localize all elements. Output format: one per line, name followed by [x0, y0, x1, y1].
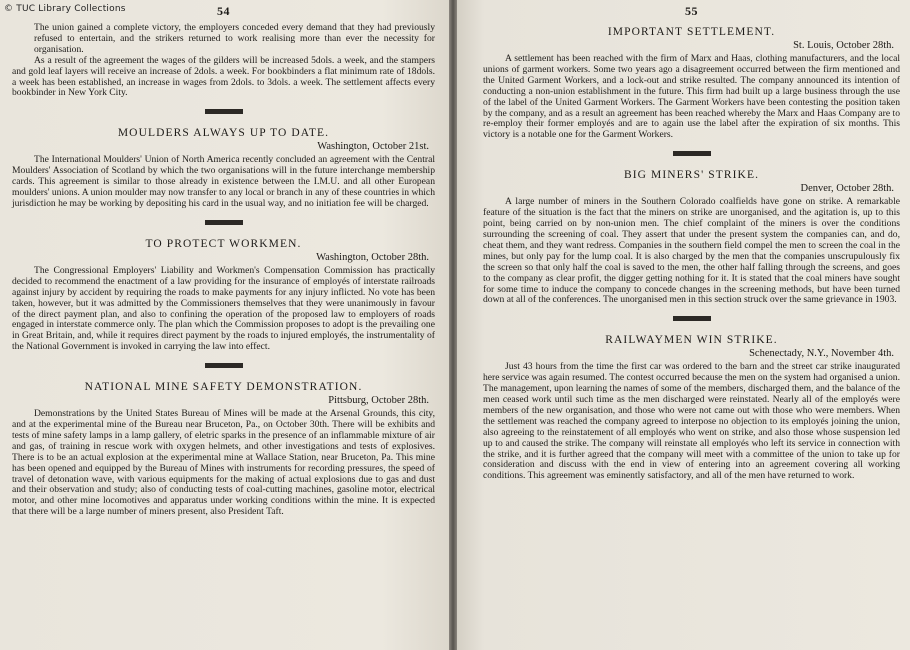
paragraph: Demonstrations by the United States Bureau of Mines will be made at the Arsenal Grounds, this city, and at the experimental mine of the Bureau near Bruceton, Pa., on October 30th. There will be exhibits and tests of mine safety lamps in a lamp gallery, of eletric sparks in the presence of an inflammable mixture of air and gas, of training in rescue work with oxygen helmets, and other investigations and tests of explosives. There is to be an actual explosion at the experimental mine at Wallace Station, near Bruceton, Pa. This mine has been opened and equipped by the Bureau of Mines with instruments for recording pressures, the speed of travel of detonation wave, with various equipments for the making of actual explosions due to gas and dust and their observation and study; also of conducting tests of coal-cutting machines, gasoline motor, electrical motor, and other mine locomotives and apparatus under working conditions within the mine. It is expected that there will be a large number of miners present, also President Taft.: [12, 408, 435, 518]
right-page: [457, 0, 910, 650]
paragraph: A large number of miners in the Southern Colorado coalfields have gone on strike. A remarkable feature of the situation is the fact that the miners on strike are unorganised, and the agitation is, up to this point, being carried on by non-union men. The chief complaint of the miners is over the conditions surrounding the screening of coal. They assert that under the present system the companies can, and do, cheat them, and they want redress. Companies in the southern field compel the men to screen the coal in the mines, but only pay for the lump coal. It is also charged by the men that the companies unscrupulously fix the screen so that only half the coal is saved to the men, the other half falling through the screens, and goes to the company as clear profit, the digger getting nothing for it. It is stated that the coal miners have sought for some time to induce the company to concede changes in the screening methods, but have been turned down at all of the conferences. The unorganised men in this section struck over the same grievance in 1903.: [483, 196, 900, 306]
paragraph: The Congressional Employers' Liability and Workmen's Compensation Commission has practically decided to recommend the enactment of a law providing for the insurance of employés of interstate railroads against injury by accident by requiring the roads to make payments for any injury inflicted. No vote has been taken, however, but it was admitted by the Commissioners themselves that they were unanimously in favour of the direct payment plan, and also to confining the operation of the proposed law to employers of roads engaged in interstate commerce only. The plan which the Commission proposes to adopt is the prevailing one in Great Britain, and, while it requires direct payment by the roads to injured employés, the instrumentality of the National Government is invoked in carrying the law into effect.: [12, 264, 435, 353]
article-dateline: Denver, October 28th.: [800, 183, 894, 195]
paragraph: The International Moulders' Union of North America recently concluded an agreement with the Central Moulders' Association of Scotland by which the two organisations will in the future interchange membership cards. This agreement is similar to those already in existence between the I.M.U. and all other European moulders' unions. A union moulder may now transfer to any local or branch in any of these countries in which jurisdiction he may be working by depositing his card in the usual way, and no initiation fee will be charged.: [12, 154, 435, 209]
article-title: TO PROTECT WORKMEN.: [145, 237, 302, 250]
paragraph: Just 43 hours from the time the first car was ordered to the barn and the street car strike inaugurated here service was again resumed. The contest occurred because the men on the system had organised a union. The management, upon learning the names of some of the members, discharged them, and the balance of the men ceased work until such time as the men discharged were reinstated. Nearly all of the employés were members of the new organisation, and those who were not came out with those who were members. When the settlement was reached the company agreed to interpose no objection to its employés joining the union, also agreeing to the reinstatement of all employés who went on strike, and also those whose suspension led up to and caused the strike. The company will reinstate all employés who left its service in connection with the strike, and it is further agreed that the company will meet with a committee of the union to take up for consideration and discuss with the end in view of entering into an agreement covering all working conditions. This agreement was eminently satisfactory, and all of the men have returned to work.: [483, 361, 901, 482]
watermark: © TUC Library Collections: [4, 4, 126, 14]
paragraph: A settlement has been reached with the firm of Marx and Haas, clothing manufacturers, and the local unions of garment workers. Some two years ago a disagreement occurred between the firm mentioned and the United Garment Workers, and a lock-out and strike resulted. The company announced its intention of conducting a non-union establishment in the future. This firm had built up a large business through the use of the label of the United Garment Workers. The Garment Workers have been contesting the position taken by the company, and as a result an agreement has been reached whereby the Marx and Haas Company are to re-employ their former employés and are to again use the label after the expiration of six months. This victory is a notable one for the Garment Workers.: [483, 53, 900, 141]
article-railwaymen-win-strike: [483, 333, 900, 482]
article-moulders: [12, 126, 435, 210]
paragraph: As a result of the agreement the wages of the gilders will be increased 5dols. a week, and the stampers and gold leaf layers will receive an increase of 2dols. a week. For bookbinders a flat minimum rate of 18dols. a week has been established, an increase in wages from 2dols. to 3dols. a week. The settlement affects every bookbinder in New York City.: [12, 54, 435, 99]
article-big-miners-strike: [483, 168, 900, 306]
intro-text: [12, 23, 435, 99]
article-mine-safety: [12, 380, 435, 518]
section-divider: [205, 220, 243, 225]
article-dateline: St. Louis, October 28th.: [793, 40, 894, 51]
article-important-settlement: [483, 25, 900, 141]
article-title: IMPORTANT SETTLEMENT.: [607, 26, 776, 38]
left-page: [0, 0, 449, 650]
paragraph: The union gained a complete victory, the employers conceded every demand that they had previously refused to entertain, and the strikers returned to work realising more than ever the necessity for organisation.: [34, 22, 435, 55]
book-gutter: [449, 0, 457, 650]
section-divider: [673, 316, 711, 321]
article-dateline: Washington, October 21st.: [317, 141, 429, 153]
section-divider: [673, 151, 711, 156]
article-title: NATIONAL MINE SAFETY DEMONSTRATION.: [84, 381, 363, 394]
section-divider: [205, 109, 243, 114]
article-protect-workmen: [12, 237, 435, 353]
section-divider: [205, 363, 243, 368]
page-number-left: 54: [217, 4, 230, 18]
article-dateline: Schenectady, N.Y., November 4th.: [749, 348, 894, 360]
article-title: RAILWAYMEN WIN STRIKE.: [605, 334, 778, 347]
article-title: MOULDERS ALWAYS UP TO DATE.: [117, 127, 330, 140]
article-dateline: Washington, October 28th.: [316, 251, 429, 263]
article-dateline: Pittsburg, October 28th.: [328, 395, 429, 407]
article-title: BIG MINERS' STRIKE.: [623, 169, 760, 182]
page-number-right: 55: [685, 4, 698, 18]
